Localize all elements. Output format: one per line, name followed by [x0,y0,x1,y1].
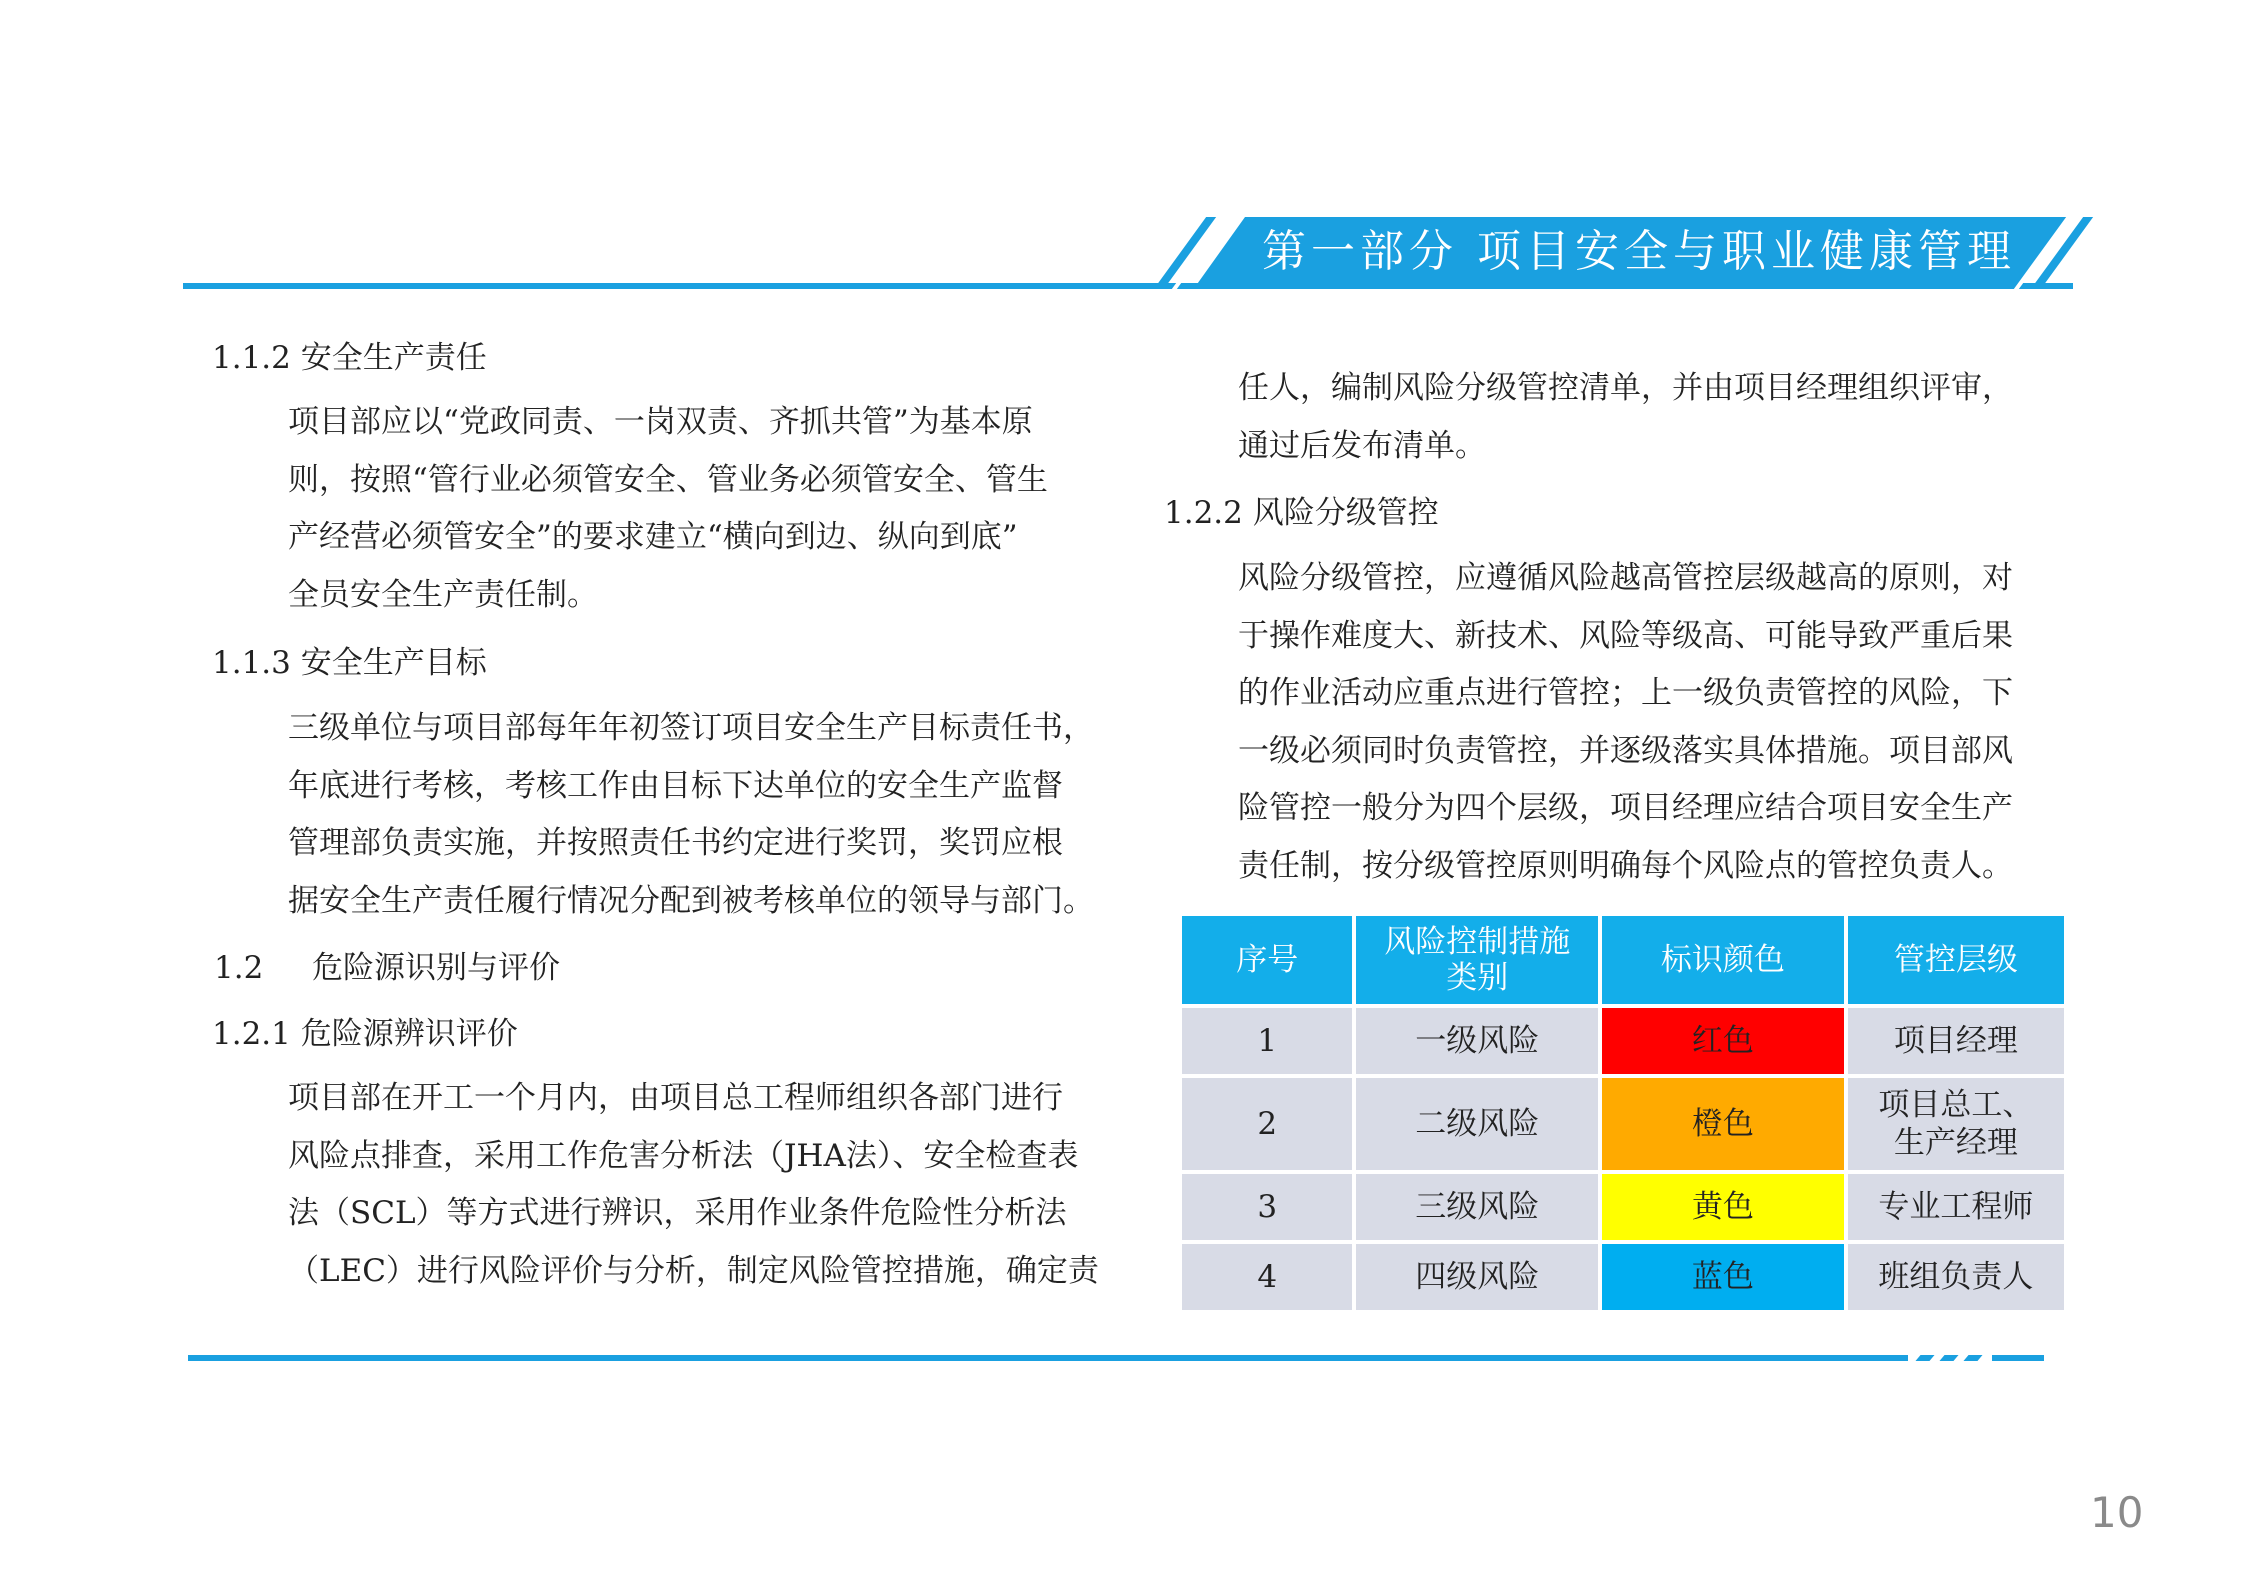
text-line: 法（SCL）等方式进行辨识，采用作业条件危险性分析法 [288,1195,1067,1231]
text-line: 风险点排查，采用工作危害分析法（JHA法）、安全检查表 [288,1137,1079,1174]
text-line: 全员安全生产责任制。 [288,576,598,613]
cell-level-line: 项目总工、 [1878,1087,2034,1123]
column-header-category-line: 类别 [1446,960,1509,996]
heading-1-2-number: 1.2 [214,950,264,986]
cell-category: 一级风险 [1356,1008,1598,1074]
text-line: 则，按照“管行业必须管安全、管业务必须管安全、管生 [288,461,1048,498]
text-line: （LEC）进行风险评价与分析，制定风险管控措施，确定责 [288,1252,1099,1289]
text-line: 管理部负责实施，并按照责任书约定进行奖罚，奖罚应根 [288,825,1063,861]
text-line: 据安全生产责任履行情况分配到被考核单位的领导与部门。 [288,882,1094,919]
column-header-category [1356,916,1598,1004]
table-row [1182,1174,2064,1240]
text-line: 项目部在开工一个月内，由项目总工程师组织各部门进行 [288,1080,1063,1116]
cell-color-blue: 蓝色 [1602,1244,1844,1310]
footer-rule [188,1355,1908,1361]
footer-dash-decor [1939,1355,1958,1361]
footer-dash-decor [1963,1355,1982,1361]
cell-color-orange: 橙色 [1602,1078,1844,1170]
cell-number: 2 [1182,1078,1352,1170]
paragraph-hazard-identification [288,1070,1110,1300]
heading-1-2-title: 危险源识别与评价 [312,950,560,986]
paragraph-continued [1238,360,2060,475]
text-line: 的作业活动应重点进行管控；上一级负责管控的风险，下 [1238,675,2013,711]
heading-1-1-2: 1.1.2 安全生产责任 [212,340,487,376]
text-line: 任人，编制风险分级管控清单，并由项目经理组织评审， [1238,370,2013,406]
cell-category: 二级风险 [1356,1078,1598,1170]
text-line: 于操作难度大、新技术、风险等级高、可能导致严重后果 [1238,617,2013,654]
table-row [1182,1008,2064,1074]
page-number: 10 [2090,1488,2144,1537]
page-title: 第一部分 项目安全与职业健康管理 [1262,226,2016,277]
cell-category: 三级风险 [1356,1174,1598,1240]
cell-level: 专业工程师 [1848,1174,2064,1240]
risk-level-table [1178,912,2068,1314]
footer-rule-end [1992,1355,2044,1361]
text-line: 年底进行考核，考核工作由目标下达单位的安全生产监督 [288,767,1063,804]
table-row [1182,1078,2064,1170]
column-header-level: 管控层级 [1848,916,2064,1004]
cell-number: 3 [1182,1174,1352,1240]
column-header-color: 标识颜色 [1602,916,1844,1004]
cell-level: 班组负责人 [1848,1244,2064,1310]
cell-number: 4 [1182,1244,1352,1310]
text-line: 险管控一般分为四个层级，项目经理应结合项目安全生产 [1238,790,2013,826]
text-line: 项目部应以“党政同责、一岗双责、齐抓共管”为基本原 [288,404,1033,440]
cell-category: 四级风险 [1356,1244,1598,1310]
column-header-number: 序号 [1182,916,1352,1004]
cell-level-line: 生产经理 [1893,1125,2018,1161]
paragraph-risk-control [1238,550,2060,895]
text-line: 产经营必须管安全”的要求建立“横向到边、纵向到底” [288,519,1018,555]
cell-level: 项目经理 [1848,1008,2064,1074]
cell-color-red: 红色 [1602,1008,1844,1074]
text-line: 三级单位与项目部每年年初签订项目安全生产目标责任书， [288,710,1094,746]
text-line: 风险分级管控，应遵循风险越高管控层级越高的原则，对 [1238,560,2013,596]
cell-level [1848,1078,2064,1170]
heading-1-1-3: 1.1.3 安全生产目标 [212,645,487,681]
footer-dash-decor [1915,1355,1934,1361]
text-line: 一级必须同时负责管控，并逐级落实具体措施。项目部风 [1238,732,2013,769]
cell-color-yellow: 黄色 [1602,1174,1844,1240]
paragraph-safety-responsibility [288,394,1110,624]
heading-1-2-1: 1.2.1 危险源辨识评价 [212,1016,518,1052]
cell-number: 1 [1182,1008,1352,1074]
text-line: 责任制，按分级管控原则明确每个风险点的管控负责人。 [1238,847,2013,884]
paragraph-safety-goals [288,700,1110,930]
heading-1-2-2: 1.2.2 风险分级管控 [1164,495,1439,531]
text-line: 通过后发布清单。 [1238,427,1486,464]
column-header-category-line: 风险控制措施 [1384,924,1571,960]
table-row [1182,1244,2064,1310]
